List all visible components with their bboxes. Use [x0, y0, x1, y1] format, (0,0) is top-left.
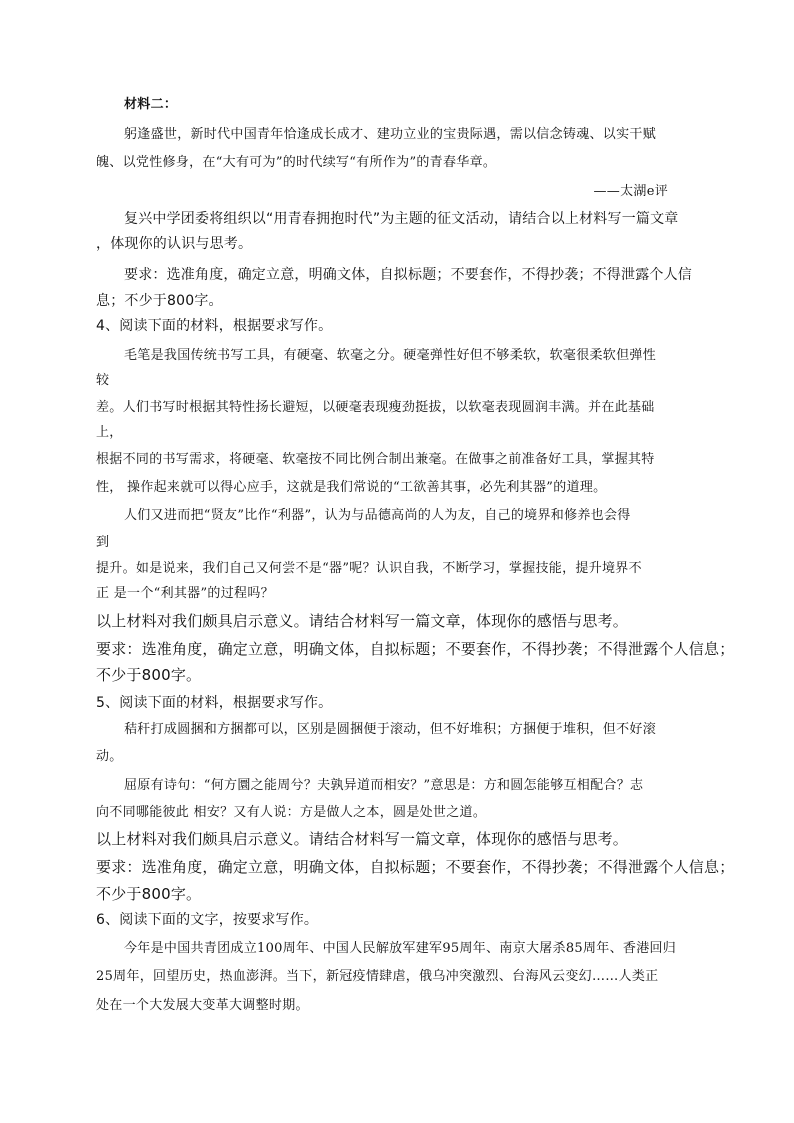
- q4-paragraph-line: 性， 操作起来就可以得心应手，这就是我们常说的“工欲善其事，必先利其器”的道理。: [96, 480, 607, 495]
- q5-paragraph-line: 屈原有诗句：“何方圜之能周兮？夫孰异道而相安？”意思是：方和圆怎能够互相配合？志: [124, 778, 644, 793]
- q5-paragraph-line: 动。: [96, 749, 123, 764]
- material2-source: ——太湖e评: [593, 184, 668, 199]
- task3-line: 复兴中学团委将组织以“用青春拥抱时代”为主题的征文活动，请结合以上材料写一篇文章: [124, 211, 679, 227]
- q6-title: 6、阅读下面的文字，按要求写作。: [96, 912, 319, 928]
- material2-paragraph-line: 魄、以党性修身，在“大有可为”的时代续写“有所作为”的青春华章。: [96, 155, 497, 170]
- q5-requirement-line: 不少于800字。: [96, 885, 202, 903]
- q5-requirement-line: 要求：选准角度，确定立意，明确文体，自拟标题；不要套作，不得抄袭；不得泄露个人信息；: [96, 858, 735, 876]
- q5-prompt: 以上材料对我们颇具启示意义。请结合材料写一篇文章，体现你的感悟与思考。: [96, 830, 629, 848]
- q6-paragraph-line: 今年是中国共青团成立100周年、中国人民解放军建军95周年、南京大屠杀85周年、香港回归: [124, 941, 677, 956]
- q4-paragraph-line: 差。人们书写时根据其特性扬长避短，以硬毫表现瘦劲挺拔，以软毫表现圆润丰满。并在此基础: [96, 400, 655, 415]
- q4-paragraph-line: 毛笔是我国传统书写工具，有硬毫、软毫之分。硬毫弹性好但不够柔软，软毫很柔软但弹性: [124, 348, 657, 363]
- q4-prompt: 以上材料对我们颇具启示意义。请结合材料写一篇文章，体现你的感悟与思考。: [96, 612, 629, 630]
- q5-title: 5、阅读下面的材料，根据要求写作。: [96, 695, 333, 711]
- q4-requirement-line: 不少于800字。: [96, 666, 202, 684]
- q4-paragraph-line: 上，: [96, 425, 123, 440]
- q6-paragraph-line: 处在一个大发展大变革大调整时期。: [96, 998, 309, 1013]
- q4-title: 4、阅读下面的材料，根据要求写作。: [96, 318, 333, 334]
- q4-paragraph-line: 较: [96, 373, 110, 388]
- task3-requirement-line: 息；不少于800字。: [96, 293, 223, 309]
- q4-paragraph-line: 人们又进而把“贤友”比作“利器”，认为与品德高尚的人为友，自己的境界和修养也会得: [124, 508, 631, 523]
- task3-requirement-line: 要求：选准角度，确定立意，明确文体，自拟标题；不要套作，不得抄袭；不得泄露个人信: [124, 267, 692, 283]
- material2-paragraph-line: 躬逢盛世，新时代中国青年恰逢成长成才、建功立业的宝贵际遇，需以信念铸魂、以实干赋: [124, 127, 657, 142]
- q4-paragraph-line: 提升。如是说来，我们自己又何尝不是“器”呢？认识自我，不断学习，掌握技能，提升境界不: [96, 561, 642, 576]
- material2-heading: 材料二：: [124, 97, 178, 112]
- q6-paragraph-line: 25周年，回望历史，热血澎湃。当下，新冠疫情肆虐，俄乌冲突激烈、台海风云变幻……人类正: [96, 969, 659, 984]
- task3-line: ，体现你的认识与思考。: [96, 236, 253, 252]
- q4-paragraph-line: 到: [96, 535, 110, 550]
- q5-paragraph-line: 秸秆打成圆捆和方捆都可以，区别是圆捆便于滚动，但不好堆积；方捆便于堆积，但不好滚: [124, 722, 657, 737]
- q4-paragraph-line: 根据不同的书写需求，将硬毫、软毫按不同比例合制出兼毫。在做事之前准备好工具，掌握其特: [96, 452, 655, 467]
- q5-paragraph-line: 向不同哪能彼此 相安？又有人说：方是做人之本，圆是处世之道。: [96, 805, 487, 820]
- q4-paragraph-line: 正 是一个“利其器”的过程吗？: [96, 586, 274, 601]
- q4-requirement-line: 要求：选准角度，确定立意，明确文体，自拟标题；不要套作，不得抄袭；不得泄露个人信息；: [96, 640, 735, 658]
